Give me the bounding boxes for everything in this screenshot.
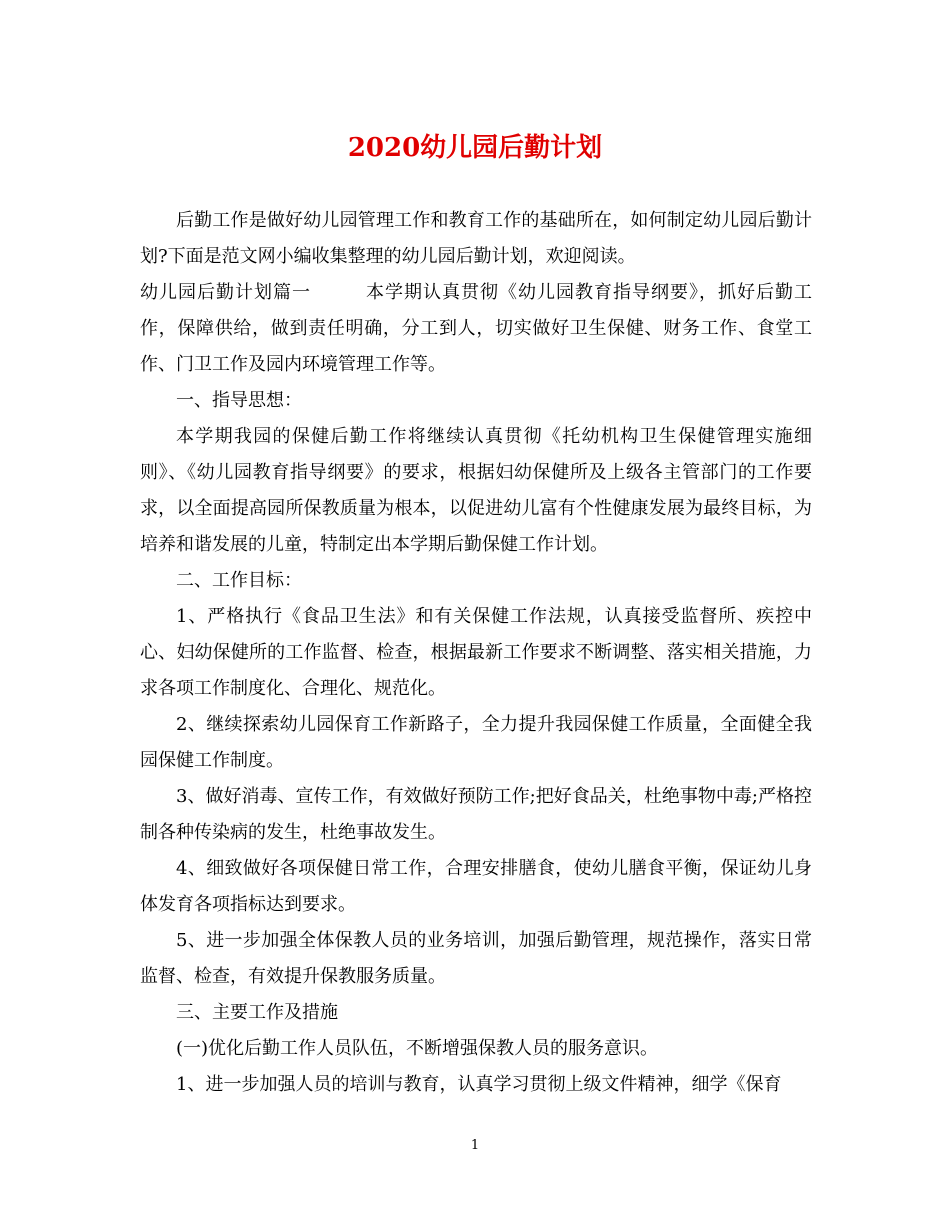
- plan-one-paragraph: [140, 275, 812, 383]
- subsection-heading-1: (一)优化后勤工作人员队伍，不断增强保教人员的服务意识。: [176, 1038, 659, 1059]
- document-title: 2020幼儿园后勤计划: [347, 133, 603, 163]
- guiding-thought-paragraph: 本学期我园的保健后勤工作将继续认真贯彻《托幼机构卫生保健管理实施细则》、《幼儿园教育指导纲要》的要求，根据妇幼保健所及上级各主管部门的工作要求，以全面提高园所保教质量为根本，以促进幼儿富有个性健康发展为最终目标，为培养和谐发展的儿童，特制定出本学期后勤保健工作计划。: [140, 426, 812, 555]
- goal-item-1: 1、严格执行《食品卫生法》和有关保健工作法规，认真接受监督所、疾控中心、妇幼保健所的工作监督、检查，根据最新工作要求不断调整、落实相关措施，力求各项工作制度化、合理化、规范化。: [140, 606, 812, 699]
- goal-item-2: 2、继续探索幼儿园保育工作新路子，全力提升我园保健工作质量，全面健全我园保健工作制度。: [140, 714, 812, 771]
- page-number: 1: [470, 1138, 480, 1153]
- goal-item-3: 3、做好消毒、宣传工作，有效做好预防工作;把好食品关，杜绝事物中毒;严格控制各种传染病的发生，杜绝事故发生。: [140, 786, 812, 843]
- plan-one-text: 本学期认真贯彻《幼儿园教育指导纲要》，抓好后勤工作，保障供给，做到责任明确，分工到人，切实做好卫生保健、财务工作、食堂工作、门卫工作及园内环境管理工作等。: [140, 282, 812, 375]
- intro-paragraph: 后勤工作是做好幼儿园管理工作和教育工作的基础所在，如何制定幼儿园后勤计划?下面是范文网小编收集整理的幼儿园后勤计划，欢迎阅读。: [140, 210, 812, 267]
- goal-item-4: 4、细致做好各项保健日常工作，合理安排膳食，使幼儿膳食平衡，保证幼儿身体发育各项指标达到要求。: [140, 858, 812, 915]
- document-body: [140, 203, 812, 1103]
- section-heading-work-goals: 二、工作目标：: [176, 570, 302, 591]
- measure-item-1: 1、进一步加强人员的培训与教育，认真学习贯彻上级文件精神，细学《保育: [176, 1074, 782, 1095]
- plan-one-label: 幼儿园后勤计划篇一: [140, 282, 311, 303]
- goal-item-5: 5、进一步加强全体保教人员的业务培训，加强后勤管理，规范操作，落实日常监督、检查，有效提升保教服务质量。: [140, 930, 812, 987]
- section-heading-main-work: 三、主要工作及措施: [176, 1002, 338, 1023]
- section-heading-guiding-thought: 一、指导思想：: [176, 390, 302, 411]
